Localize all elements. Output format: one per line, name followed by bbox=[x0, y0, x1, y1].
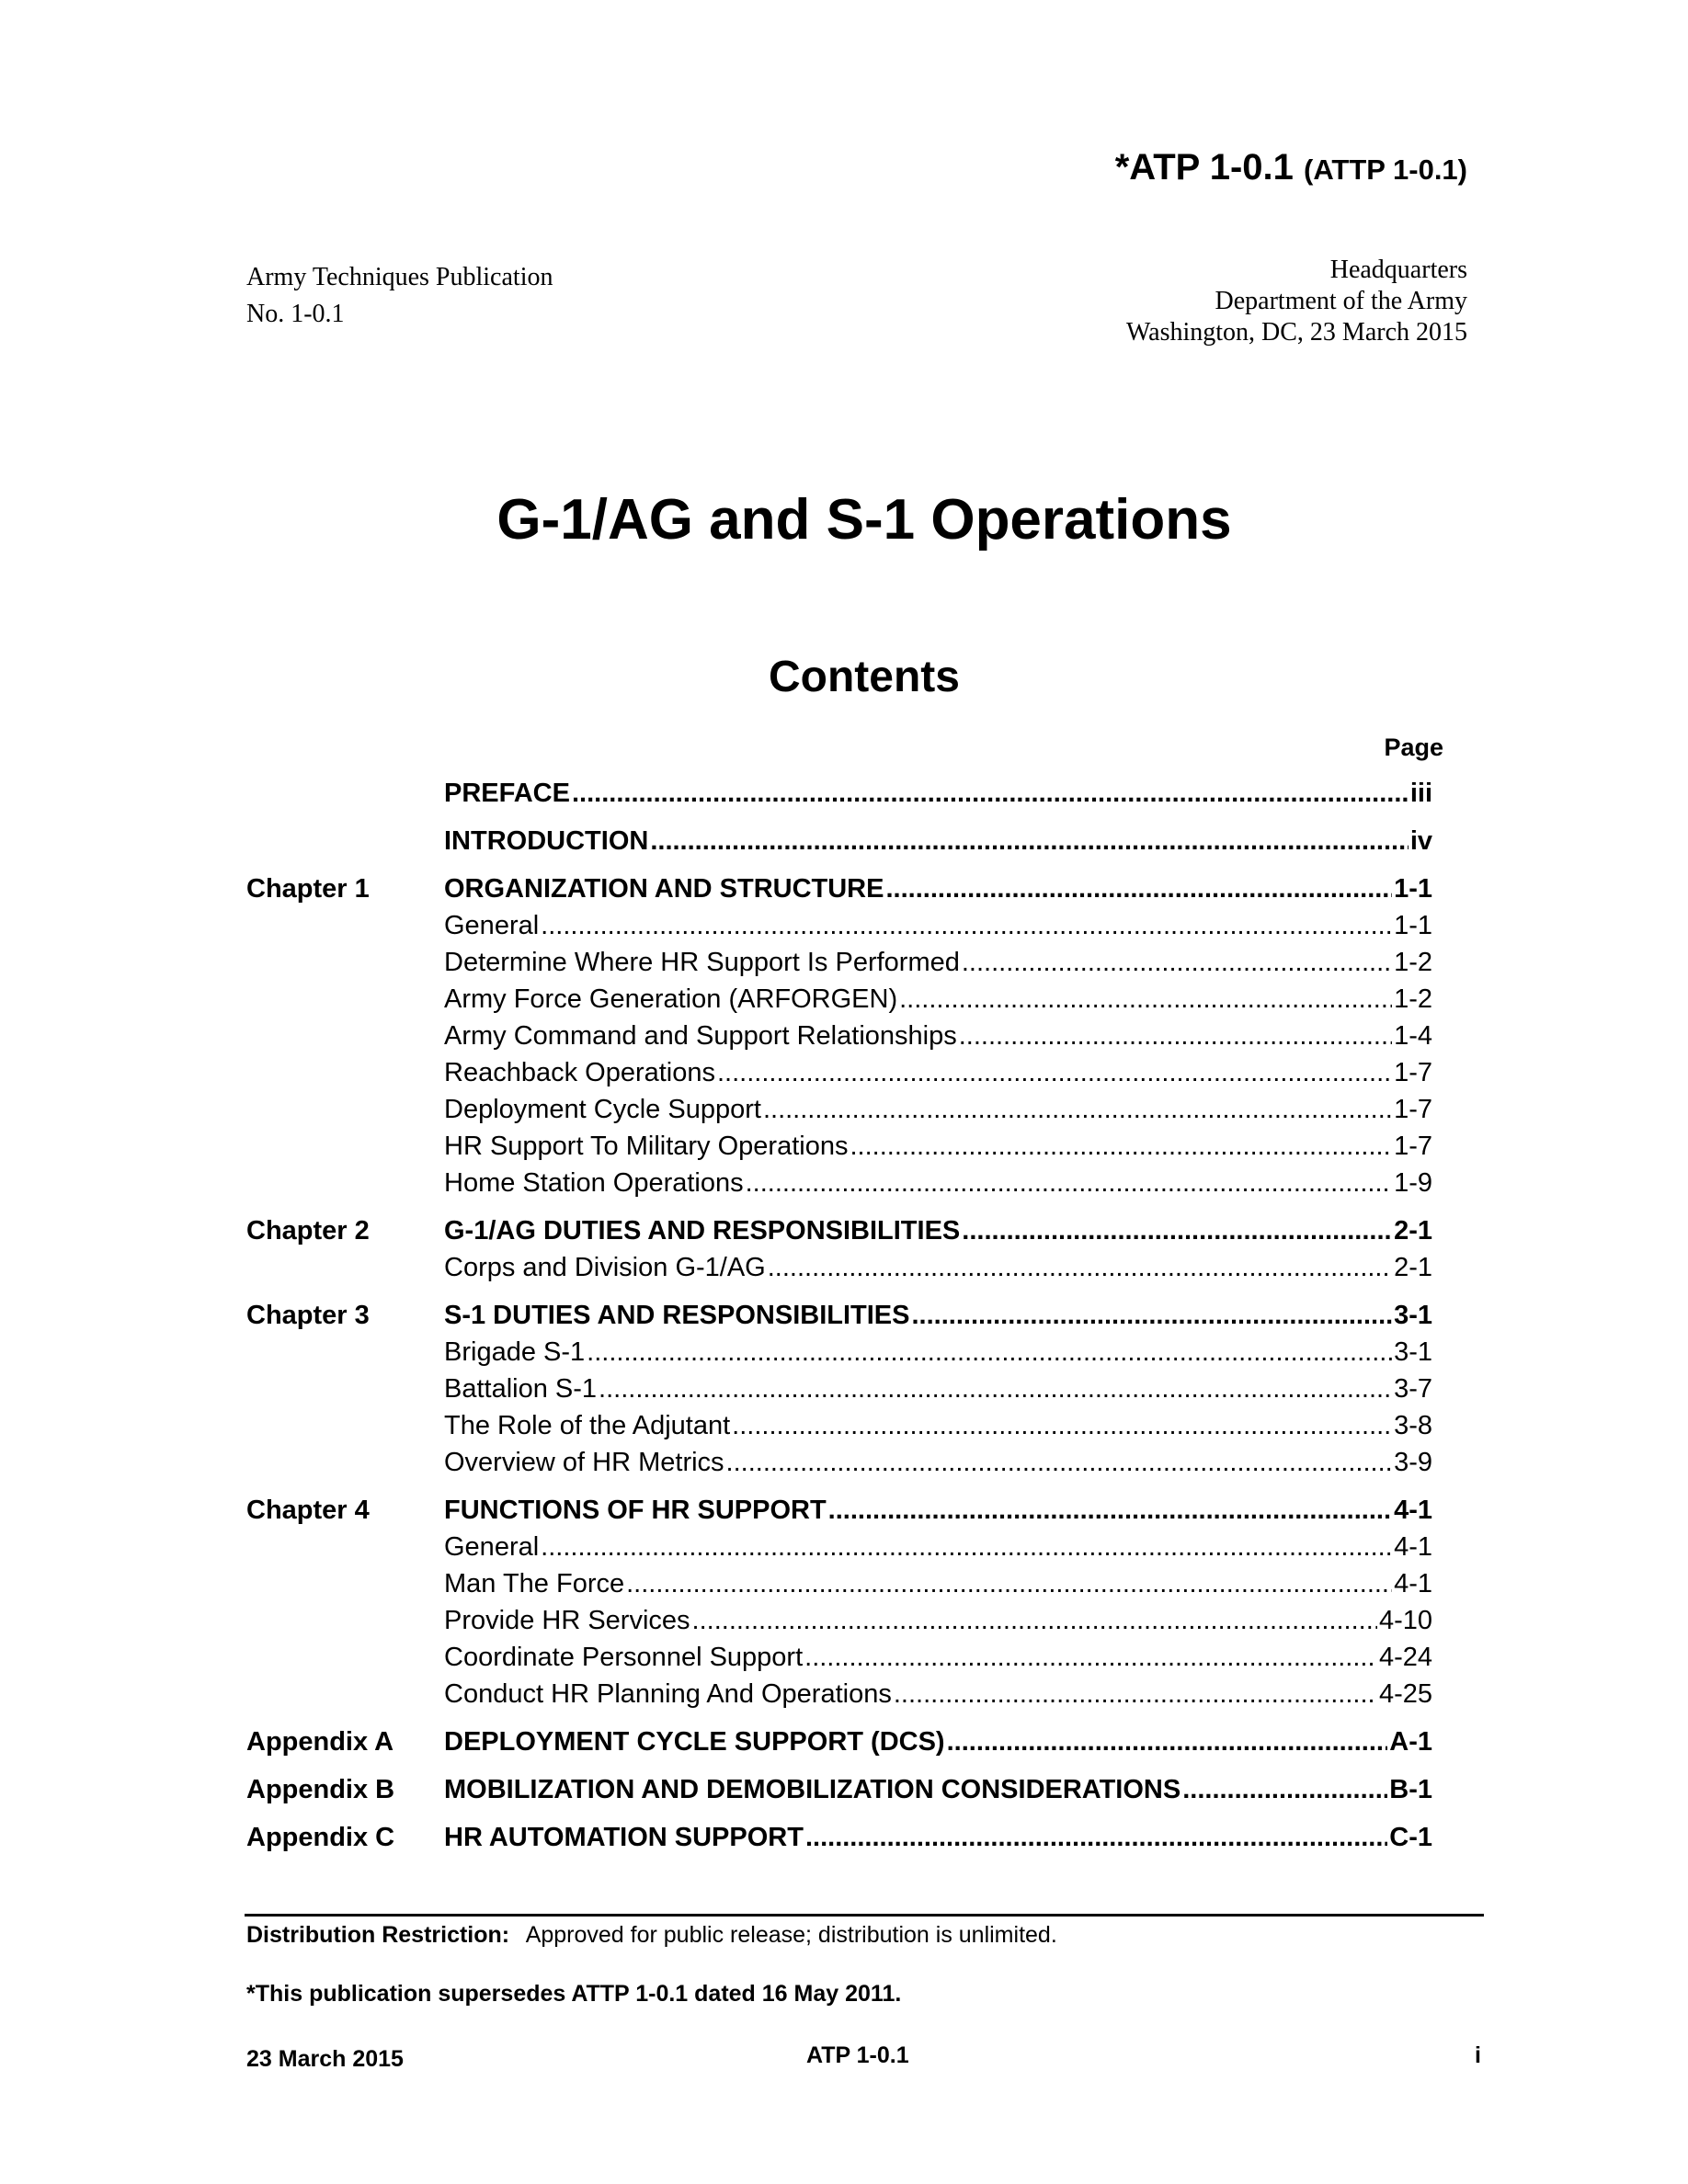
dot-leader bbox=[587, 1334, 1392, 1371]
toc-group bbox=[246, 870, 1432, 1201]
dot-leader bbox=[626, 1565, 1392, 1602]
toc-entry-title: Battalion S-1 bbox=[444, 1374, 598, 1404]
toc-entry-page: B-1 bbox=[1389, 1775, 1432, 1804]
dot-leader bbox=[885, 870, 1392, 907]
toc-entry-title: S-1 DUTIES AND RESPONSIBILITIES bbox=[444, 1301, 910, 1330]
dot-leader bbox=[1182, 1771, 1387, 1808]
toc-entry-title: G-1/AG DUTIES AND RESPONSIBILITIES bbox=[444, 1216, 961, 1246]
dot-leader bbox=[541, 1529, 1392, 1565]
footer-date: 23 March 2015 bbox=[246, 2046, 404, 2072]
toc-entry[interactable] bbox=[246, 823, 1432, 859]
toc-entry-line bbox=[444, 1297, 1432, 1334]
toc-entry-line bbox=[444, 1819, 1432, 1856]
toc-entry-line bbox=[444, 1676, 1432, 1712]
toc-entry-line bbox=[444, 944, 1432, 981]
dot-leader bbox=[959, 1018, 1392, 1054]
toc-entry-line bbox=[444, 907, 1432, 944]
toc-group bbox=[246, 1212, 1432, 1286]
toc-entry-title: Reachback Operations bbox=[444, 1058, 715, 1087]
publication-number: No. 1-0.1 bbox=[246, 300, 345, 328]
headquarters-line: Headquarters bbox=[1329, 256, 1467, 284]
toc-entry[interactable] bbox=[246, 1249, 1432, 1286]
toc-entry[interactable] bbox=[246, 1407, 1432, 1444]
toc-entry-title: HR Support To Military Operations bbox=[444, 1132, 849, 1161]
publication-id bbox=[1115, 147, 1467, 188]
toc-entry-line bbox=[444, 1054, 1432, 1091]
toc-entry-page: 4-25 bbox=[1378, 1679, 1432, 1709]
toc-entry[interactable] bbox=[246, 1091, 1432, 1128]
toc-entry[interactable] bbox=[246, 870, 1432, 907]
publication-id-superseded: (ATTP 1-0.1) bbox=[1304, 154, 1467, 186]
toc-entry[interactable] bbox=[246, 1165, 1432, 1201]
toc-entry-line bbox=[444, 1565, 1432, 1602]
distribution-restriction bbox=[246, 1919, 1057, 1951]
toc-entry-page: 3-8 bbox=[1394, 1411, 1432, 1440]
toc-entry-title: Coordinate Personnel Support bbox=[444, 1643, 804, 1672]
toc-entry-page: 2-1 bbox=[1394, 1216, 1432, 1246]
dot-leader bbox=[572, 775, 1409, 812]
toc-entry-line bbox=[444, 1771, 1432, 1808]
toc-entry[interactable] bbox=[246, 1676, 1432, 1712]
toc-entry-page: 1-7 bbox=[1394, 1132, 1432, 1161]
toc-entry-line bbox=[444, 1128, 1432, 1165]
toc-entry-title: Man The Force bbox=[444, 1569, 625, 1598]
publication-number-block bbox=[246, 259, 553, 333]
toc-group bbox=[246, 1771, 1432, 1808]
toc-entry[interactable] bbox=[246, 1212, 1432, 1249]
toc-entry-page: 3-7 bbox=[1394, 1374, 1432, 1404]
location-date-line: Washington, DC, 23 March 2015 bbox=[1125, 318, 1467, 347]
dot-leader bbox=[746, 1165, 1392, 1201]
dot-leader bbox=[692, 1602, 1377, 1639]
toc-entry-title: Corps and Division G-1/AG bbox=[444, 1253, 766, 1282]
toc-entry[interactable] bbox=[246, 1819, 1432, 1856]
dot-leader bbox=[650, 823, 1408, 859]
publication-id-main: *ATP 1-0.1 bbox=[1114, 147, 1294, 188]
toc-entry[interactable] bbox=[246, 1771, 1432, 1808]
divider-line bbox=[245, 1914, 1484, 1917]
toc-entry-line bbox=[444, 823, 1432, 859]
dot-leader bbox=[726, 1444, 1393, 1481]
toc-section-label: Appendix A bbox=[246, 1727, 394, 1757]
publication-type: Army Techniques Publication bbox=[246, 263, 553, 291]
document-title: G-1/AG and S-1 Operations bbox=[496, 488, 1232, 552]
toc-entry-page: 3-1 bbox=[1394, 1337, 1432, 1367]
toc-entry[interactable] bbox=[246, 1297, 1432, 1334]
toc-entry-title: HR AUTOMATION SUPPORT bbox=[444, 1823, 804, 1852]
toc-group bbox=[246, 1297, 1432, 1481]
toc-entry-page: 4-10 bbox=[1378, 1606, 1432, 1635]
toc-entry-title: The Role of the Adjutant bbox=[444, 1411, 731, 1440]
toc-group bbox=[246, 823, 1432, 859]
toc-entry-line bbox=[444, 981, 1432, 1018]
toc-entry[interactable] bbox=[246, 775, 1432, 812]
toc-entry-line bbox=[444, 1529, 1432, 1565]
toc-entry[interactable] bbox=[246, 1602, 1432, 1639]
dot-leader bbox=[899, 981, 1392, 1018]
distribution-text: Approved for public release; distribution is unlimited. bbox=[525, 1922, 1057, 1948]
toc-entry-line bbox=[444, 1723, 1432, 1760]
distribution-label: Distribution Restriction: bbox=[246, 1922, 510, 1948]
toc-section-label: Chapter 2 bbox=[246, 1216, 370, 1246]
toc-entry-page: iv bbox=[1409, 826, 1432, 856]
department-line: Department of the Army bbox=[1215, 287, 1467, 315]
toc-entry-page: 1-1 bbox=[1394, 874, 1432, 904]
toc-entry-line bbox=[444, 1091, 1432, 1128]
dot-leader bbox=[962, 944, 1392, 981]
toc-entry-title: Army Command and Support Relationships bbox=[444, 1021, 957, 1051]
toc-entry-page: 1-2 bbox=[1394, 984, 1432, 1014]
toc-entry-page: 2-1 bbox=[1394, 1253, 1432, 1282]
toc-section-label: Chapter 3 bbox=[246, 1301, 370, 1330]
toc-entry[interactable] bbox=[246, 907, 1432, 944]
toc-entry-title: Overview of HR Metrics bbox=[444, 1448, 724, 1477]
toc-entry-title: FUNCTIONS OF HR SUPPORT bbox=[444, 1496, 827, 1525]
toc-entry-line bbox=[444, 1334, 1432, 1371]
toc-entry[interactable] bbox=[246, 1529, 1432, 1565]
toc-group bbox=[246, 1819, 1432, 1856]
toc-group bbox=[246, 1723, 1432, 1760]
toc-entry[interactable] bbox=[246, 1334, 1432, 1371]
toc-entry-page: 1-7 bbox=[1394, 1095, 1432, 1124]
toc-entry[interactable] bbox=[246, 1492, 1432, 1529]
toc-group bbox=[246, 1492, 1432, 1712]
toc-entry-title: Provide HR Services bbox=[444, 1606, 690, 1635]
toc-entry-page: 1-4 bbox=[1394, 1021, 1432, 1051]
toc-entry[interactable] bbox=[246, 981, 1432, 1018]
toc-entry-page: 1-7 bbox=[1394, 1058, 1432, 1087]
dot-leader bbox=[947, 1723, 1388, 1760]
toc-entry[interactable] bbox=[246, 1018, 1432, 1054]
dot-leader bbox=[850, 1128, 1392, 1165]
toc-section-label: Chapter 1 bbox=[246, 874, 370, 904]
dot-leader bbox=[599, 1371, 1392, 1407]
toc-entry-title: Home Station Operations bbox=[444, 1168, 744, 1198]
toc-entry-line bbox=[444, 1602, 1432, 1639]
toc-entry-page: A-1 bbox=[1389, 1727, 1432, 1757]
contents-heading: Contents bbox=[769, 653, 960, 701]
toc-entry-line bbox=[444, 1249, 1432, 1286]
dot-leader bbox=[894, 1676, 1377, 1712]
toc-entry[interactable] bbox=[246, 1723, 1432, 1760]
dot-leader bbox=[828, 1492, 1392, 1529]
dot-leader bbox=[912, 1297, 1393, 1334]
toc-entry-page: C-1 bbox=[1389, 1823, 1432, 1852]
toc-entry-title: DEPLOYMENT CYCLE SUPPORT (DCS) bbox=[444, 1727, 945, 1757]
toc-entry[interactable] bbox=[246, 944, 1432, 981]
table-of-contents bbox=[246, 775, 1432, 1867]
dot-leader bbox=[732, 1407, 1392, 1444]
toc-entry-title: PREFACE bbox=[444, 779, 570, 808]
dot-leader bbox=[768, 1249, 1392, 1286]
dot-leader bbox=[763, 1091, 1392, 1128]
toc-entry-line bbox=[444, 1639, 1432, 1676]
toc-entry-page: 4-1 bbox=[1394, 1532, 1432, 1562]
toc-section-label: Chapter 4 bbox=[246, 1496, 370, 1525]
toc-entry[interactable] bbox=[246, 1565, 1432, 1602]
toc-entry-title: General bbox=[444, 911, 540, 940]
toc-entry-page: 1-1 bbox=[1394, 911, 1432, 940]
toc-entry-title: Conduct HR Planning And Operations bbox=[444, 1679, 892, 1709]
toc-entry-page: 4-24 bbox=[1378, 1643, 1432, 1672]
toc-entry[interactable] bbox=[246, 1639, 1432, 1676]
toc-entry-line bbox=[444, 870, 1432, 907]
toc-entry-line bbox=[444, 1371, 1432, 1407]
dot-leader bbox=[962, 1212, 1392, 1249]
toc-entry-title: Determine Where HR Support Is Performed bbox=[444, 948, 960, 977]
footer-publication: ATP 1-0.1 bbox=[806, 2042, 909, 2068]
toc-entry-line bbox=[444, 1212, 1432, 1249]
toc-entry-title: INTRODUCTION bbox=[444, 826, 649, 856]
toc-entry-page: 1-2 bbox=[1394, 948, 1432, 977]
toc-entry-line bbox=[444, 1018, 1432, 1054]
dot-leader bbox=[541, 907, 1392, 944]
toc-entry-page: 1-9 bbox=[1394, 1168, 1432, 1198]
toc-entry-title: Army Force Generation (ARFORGEN) bbox=[444, 984, 898, 1014]
toc-entry[interactable] bbox=[246, 1371, 1432, 1407]
dot-leader bbox=[717, 1054, 1392, 1091]
toc-entry-line bbox=[444, 775, 1432, 812]
toc-entry-title: General bbox=[444, 1532, 540, 1562]
toc-entry-page: 3-9 bbox=[1394, 1448, 1432, 1477]
dot-leader bbox=[804, 1639, 1377, 1676]
toc-entry-page: iii bbox=[1409, 779, 1432, 808]
toc-entry-title: Brigade S-1 bbox=[444, 1337, 586, 1367]
toc-entry-line bbox=[444, 1407, 1432, 1444]
toc-entry-title: MOBILIZATION AND DEMOBILIZATION CONSIDERATIONS bbox=[444, 1775, 1181, 1804]
toc-entry-line bbox=[444, 1444, 1432, 1481]
toc-section-label: Appendix C bbox=[246, 1823, 395, 1852]
toc-entry-page: 4-1 bbox=[1394, 1569, 1432, 1598]
toc-group bbox=[246, 775, 1432, 812]
page-column-label: Page bbox=[1384, 734, 1443, 761]
toc-entry-title: ORGANIZATION AND STRUCTURE bbox=[444, 874, 884, 904]
toc-entry-page: 3-1 bbox=[1394, 1301, 1432, 1330]
toc-entry-page: 4-1 bbox=[1394, 1496, 1432, 1525]
toc-entry[interactable] bbox=[246, 1444, 1432, 1481]
dot-leader bbox=[805, 1819, 1387, 1856]
toc-section-label: Appendix B bbox=[246, 1775, 395, 1804]
supersedes-notice: *This publication supersedes ATTP 1-0.1 dated 16 May 2011. bbox=[246, 1981, 902, 2007]
toc-entry-line bbox=[444, 1492, 1432, 1529]
toc-entry-title: Deployment Cycle Support bbox=[444, 1095, 761, 1124]
toc-entry[interactable] bbox=[246, 1128, 1432, 1165]
toc-entry[interactable] bbox=[246, 1054, 1432, 1091]
footer-page-number: i bbox=[1475, 2042, 1481, 2068]
toc-entry-line bbox=[444, 1165, 1432, 1201]
issuing-authority-block bbox=[1126, 255, 1467, 348]
